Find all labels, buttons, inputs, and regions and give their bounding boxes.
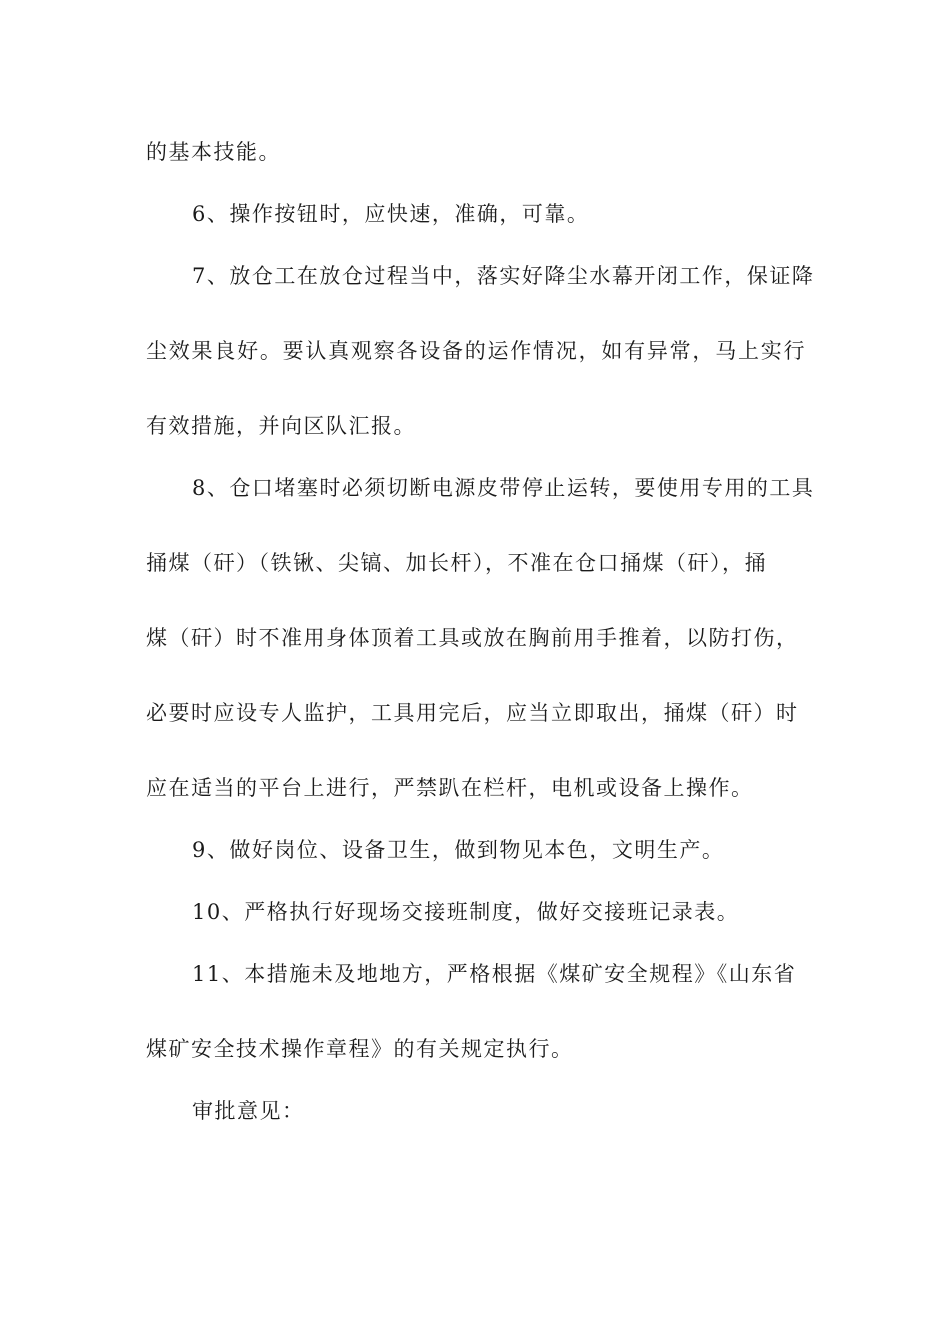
item-11-line-2: 煤矿安全技术操作章程》的有关规定执行。 bbox=[146, 1037, 574, 1061]
approval-opinion-label: 审批意见： bbox=[192, 1099, 305, 1123]
item-8-line-5: 应在适当的平台上进行，严禁趴在栏杆，电机或设备上操作。 bbox=[146, 776, 754, 800]
item-8-line-1: 8、仓口堵塞时必须切断电源皮带停止运转，要使用专用的工具 bbox=[192, 476, 815, 500]
item-8-line-4: 必要时应设专人监护，工具用完后，应当立即取出，捅煤（矸）时 bbox=[146, 701, 799, 725]
text-line-1: 的基本技能。 bbox=[146, 140, 281, 164]
item-8-line-3: 煤（矸）时不准用身体顶着工具或放在胸前用手推着，以防打伤， bbox=[146, 626, 799, 650]
item-10-line-1: 10、严格执行好现场交接班制度，做好交接班记录表。 bbox=[192, 900, 740, 924]
item-7-line-3: 有效措施，并向区队汇报。 bbox=[146, 414, 416, 438]
item-11-line-1: 11、本措施未及地地方，严格根据《煤矿安全规程》《山东省 bbox=[192, 962, 797, 986]
item-8-line-2: 捅煤（矸）（铁锹、尖镐、加长杆），不准在仓口捅煤（矸），捅 bbox=[146, 551, 767, 575]
item-9-line-1: 9、做好岗位、设备卫生，做到物见本色，文明生产。 bbox=[192, 838, 725, 862]
item-7-line-1: 7、放仓工在放仓过程当中，落实好降尘水幕开闭工作，保证降 bbox=[192, 264, 815, 288]
item-7-line-2: 尘效果良好。要认真观察各设备的运作情况，如有异常，马上实行 bbox=[146, 339, 806, 363]
item-6-line-1: 6、操作按钮时，应快速，准确，可靠。 bbox=[192, 202, 590, 226]
